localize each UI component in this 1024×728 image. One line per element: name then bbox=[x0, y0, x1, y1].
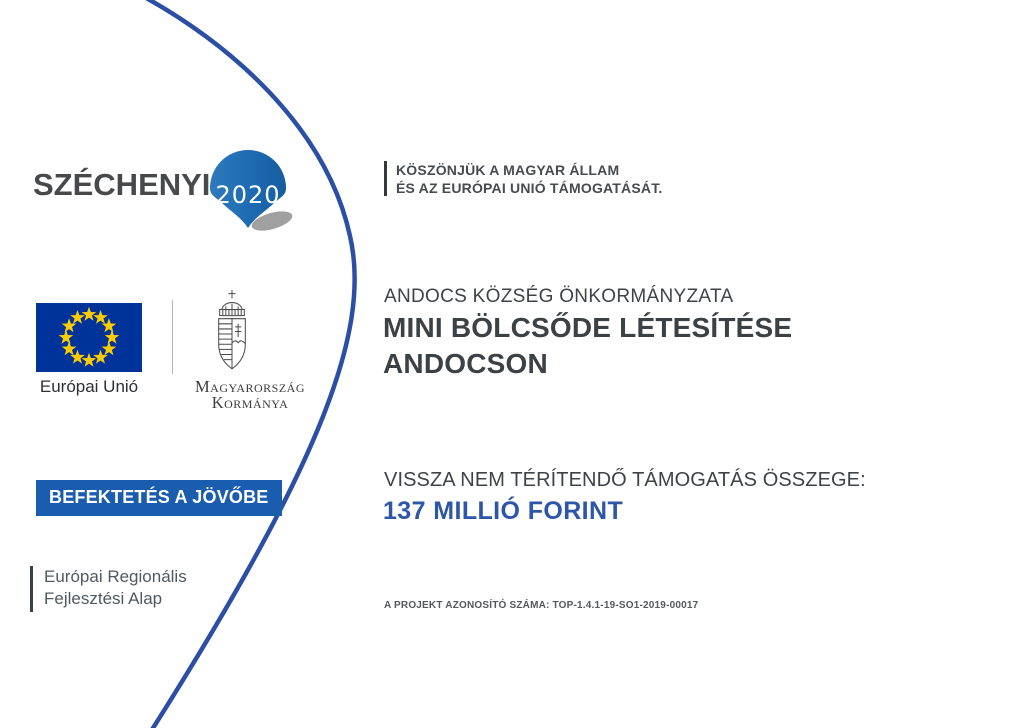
hungary-coat-of-arms-icon bbox=[211, 289, 253, 375]
grant-amount-value: 137 MILLIÓ FORINT bbox=[383, 497, 624, 525]
project-title-line1: MINI BÖLCSŐDE LÉTESÍTÉSE bbox=[383, 312, 793, 343]
thanks-note-bar bbox=[384, 161, 387, 196]
government-line2: Kormánya bbox=[211, 393, 289, 412]
szechenyi-wordmark: SZÉCHENYI bbox=[33, 167, 211, 202]
government-label bbox=[184, 379, 316, 411]
pin-year-label: 2020 bbox=[215, 181, 281, 209]
eu-flag-icon bbox=[36, 303, 142, 372]
fund-note bbox=[30, 566, 187, 612]
fund-note-bar bbox=[30, 566, 33, 612]
beneficiary-name: ANDOCS KÖZSÉG ÖNKORMÁNYZATA bbox=[384, 286, 734, 307]
project-id: A PROJEKT AZONOSÍTÓ SZÁMA: TOP-1.4.1-19-SO1-2019-00017 bbox=[384, 600, 699, 611]
investment-badge: BEFEKTETÉS A JÖVŐBE bbox=[36, 480, 282, 516]
project-title bbox=[383, 310, 792, 382]
fund-line2: Fejlesztési Alap bbox=[44, 589, 163, 608]
thanks-note bbox=[384, 161, 663, 197]
szechenyi-2020-pin-icon bbox=[196, 140, 308, 238]
grant-amount-label: VISSZA NEM TÉRÍTENDŐ TÁMOGATÁS ÖSSZEGE: bbox=[384, 469, 866, 491]
fund-line1: Európai Regionális bbox=[44, 567, 187, 586]
project-title-line2: ANDOCSON bbox=[383, 348, 548, 379]
thanks-line2: ÉS AZ EURÓPAI UNIÓ TÁMOGATÁSÁT. bbox=[396, 179, 663, 196]
eu-flag-label: Európai Unió bbox=[39, 377, 139, 396]
thanks-line1: KÖSZÖNJÜK A MAGYAR ÁLLAM bbox=[396, 162, 620, 178]
government-line1: Magyarország bbox=[194, 377, 305, 396]
logo-divider bbox=[172, 300, 173, 374]
